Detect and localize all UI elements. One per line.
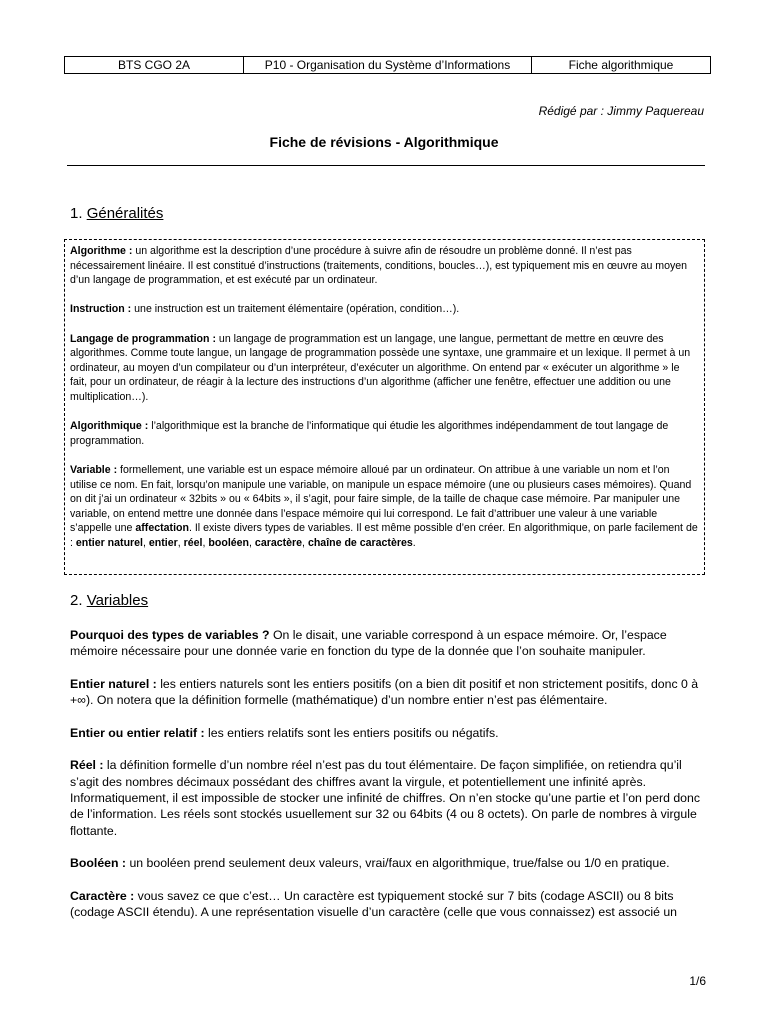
separator: , [143,536,149,549]
definition-text: . Il existe divers types de variables. Il est même possible d’en créer. En algorithmique, on parle facilement de : [70,522,698,549]
paragraph-text: les entiers naturels sont les entiers positifs (on a bien dit positif et non strictement positifs, donc 0 à +∞). On notera que la définition formelle (mathématique) d’un nombre entier n’est pas élémentaire. [70,676,699,708]
definition-text: une instruction est un traitement élémentaire (opération, condition…). [131,303,460,316]
paragraph-text: un booléen prend seulement deux valeurs, vrai/faux en algorithmique, true/false ou 1/0 en pratique. [126,856,670,871]
definitions-box [64,239,705,575]
separator: . [412,536,416,549]
definition-text: un langage de programmation est un langage, une langue, permettant de mettre en œuvre des algorithmes. Comme toute langue, un langage de programmation possède une syntaxe, une grammaire et un lexique. Il permet à un ordinateur, au moyen d’un compilateur ou d’un interpréteur, d’exécuter un algorithme. On entend par « exécuter un algorithme » le fait, pour un ordinateur, de réagir à la lecture des instructions d’un algorithme (afficher une fenêtre, effectuer une addition ou une multiplication…). [70,332,691,403]
section-number: 2. [70,592,87,609]
separator: , [202,536,209,549]
definition-algorithmique [70,419,699,448]
type-chaine: chaîne de caractères [307,536,413,549]
section-heading-generalites [70,205,163,222]
type-entier-naturel: entier naturel [75,536,144,549]
paragraph-entier-naturel [70,676,706,709]
affectation-term: affectation [135,522,189,535]
type-entier: entier [148,536,178,549]
paragraph-text: On le disait, une variable correspond à un espace mémoire. Or, l’espace mémoire nécessaire pour une donnée varie en fonction du type de la donnée que l’on souhaite manipuler. [70,628,667,659]
paragraph-term: Réel : [70,758,104,773]
type-booleen: booléen [208,536,250,549]
section-title: Généralités [86,205,164,222]
definition-variable [70,463,699,551]
paragraph-booleen [70,855,706,871]
page-title: Fiche de révisions - Algorithmique [269,134,499,150]
author-line: Rédigé par : Jimmy Paquereau [538,104,704,118]
header-sheet-type: Fiche algorithmique [532,57,711,74]
paragraph-text: les entiers relatifs sont les entiers positifs ou négatifs. [204,725,499,740]
definition-term: Langage de programmation : [70,332,216,345]
definition-algorithme [70,244,699,288]
separator: , [249,536,255,549]
separator: , [302,536,308,549]
definition-langage [70,332,699,405]
paragraph-text: vous savez ce que c’est… Un caractère est typiquement stocké sur 7 bits (codage ASCII) ou 8 bits (codage ASCII étendu). A une représentation visuelle d’un caractère (celle que vous connaissez) est associé un [70,888,678,920]
paragraph-term: Entier ou entier relatif : [70,725,205,740]
paragraph-entier-relatif [70,725,706,741]
paragraph-term: Booléen : [70,856,127,871]
definition-text: un algorithme est la description d’une procédure à suivre afin de résoudre un problème donné. Il n’est pas nécessairement linéaire. Il est constitué d’instructions (traitements, conditions, boucles…), est typiquement mis en œuvre au moyen d’un langage de programmation, et est exécuté par un ordinateur. [70,245,688,287]
section-heading-variables [70,592,148,609]
section-number: 1. [70,205,87,222]
variables-content [70,627,706,937]
paragraph-term: Caractère : [70,888,135,903]
header-course: BTS CGO 2A [65,57,244,74]
title-divider [67,165,705,166]
definition-term: Variable : [70,463,118,476]
type-reel: réel [183,536,203,549]
paragraph-term: Pourquoi des types de variables ? [70,628,270,642]
definition-term: Algorithme : [70,245,133,257]
page-number: 1/6 [689,974,706,988]
paragraph-reel [70,757,706,838]
paragraph-caractere [70,888,706,921]
separator: , [177,536,184,549]
definition-text: formellement, une variable est un espace mémoire alloué par un ordinateur. On attribue à une variable un nom et l’on utilise ce nom. En fait, lorsqu’on manipule une variable, on manipule un espace mémoire (une ou plusieurs cases mémoires). Quand on dit j’ai un ordinateur « 32bits » ou « 64bits », il s’agit, pour faire simple, de la taille de chaque case mémoire. Par manipuler une variable, on entend mettre une donnée dans l’espace mémoire qui lui correspond. Le fait d’attribuer une valeur à une variable s’appelle une [70,463,692,535]
definition-text: l’algorithmique est la branche de l’informatique qui étudie les algorithmes indépendamment de tout langage de programmation. [70,420,669,447]
paragraph-term: Entier naturel : [70,676,157,691]
definition-instruction [70,302,699,317]
definition-term: Algorithmique : [70,420,149,433]
header-module: P10 - Organisation du Système d’Informations [244,57,532,74]
paragraph-text: la définition formelle d’un nombre réel n’est pas du tout élémentaire. De façon simplifiée, on retiendra qu’il s’agit des nombres décimaux possédant des chiffres avant la virgule, et potentiellement une infinité après. Informatiquement, il est impossible de stocker une infinité de chiffres. On n’en stocke qu’une partie et l’on perd donc de l’information. Les réels sont stockés usuellement sur 32 ou 64bits (4 ou 8 octets). On parle de nombres à virgule flottante. [70,758,700,838]
header-table [64,56,711,74]
section-title: Variables [86,592,149,609]
paragraph-pourquoi [70,627,706,660]
type-caractere: caractère [254,536,303,549]
definition-term: Instruction : [70,303,132,316]
